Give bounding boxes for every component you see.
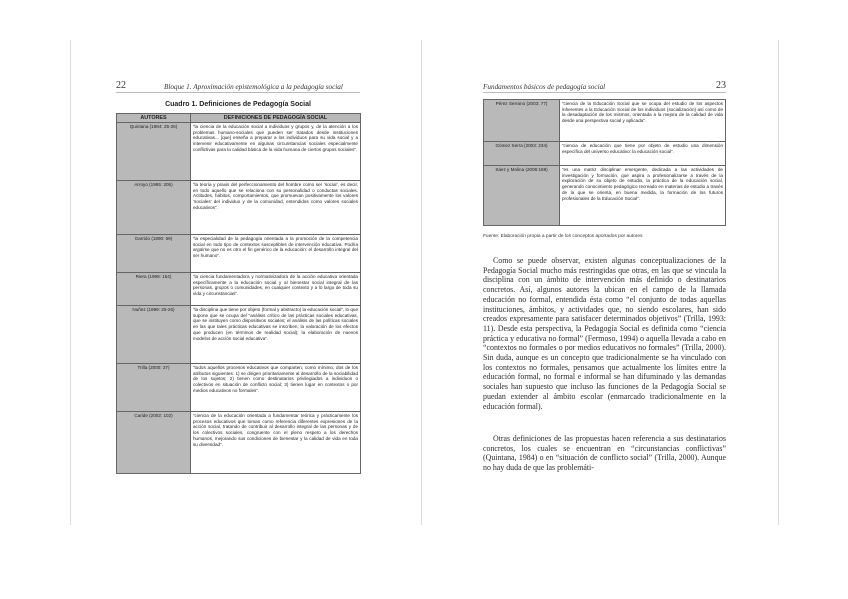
body-paragraph-2: Otras definiciones de las propuestas hacen referencia a sus destinatarios concretos, los cuales se encuentran en “circunstancias conflictivas” (Quintana, 1984) o en “situación de conflicto social” (Trilla, 2000). Aunque no hay duda de que las problemáti- [483,434,726,473]
table-row [117,123,361,181]
definition-cell: “ciencia de la Educación Social que se ocupa del estudio de los aspectos inherentes a la Educación Social de los individuos (socialización) así como de la desadaptación de los mismos, orientada a la mejora de la calidad de vida desde una perspectiva social y aplicada”. [560,100,726,142]
definition-cell: “ciencia de la educación orientada a fundamentar teórica y prácticamente los procesos educativos que toman como referencia diferentes expresiones de la acción social, tratando de contribuir al desarrollo integral de las personas y de los colectivos sociales, congruente con el pleno respeto a los derechos humanos, mejorando sus condiciones de bienestar y la calidad de vida en toda su diversidad”. [191,412,361,474]
table-row [117,364,361,412]
right-page-edge [778,40,779,525]
body-paragraph-1: Como se puede observar, existen algunas conceptualizaciones de la Pedagogía Social mucho más restringidas que otras, en las que se vincula la disciplina con un ámbito de intervención más definido o destinatarios concretos. Así, algunos autores la ubican en el campo de la llamada educación no formal, entendida ésta como “el conjunto de todas aquellas instituciones, ámbitos, y actividades que, no siendo escolares, han sido creados expresamente para satisfacer determinados objetivos” (Trilla, 1993: 11). Desde esta perspectiva, la Pedagogía Social es definida como “ciencia práctica y educativa no formal” (Fermoso, 1994) o aquella llevada a cabo en “contextos no formales o por medios educativos no formales” (Trilla, 2000). Sin duda, aunque es un concepto que tradicionalmente se ha vinculado con los contextos no formales, pensamos que actualmente los límites entre la educación formal, no formal e informal se han difuminado y las demandas sociales han supuesto que incluso las funciones de la Pedagogía Social se puedan extender al ámbito escolar (enmarcado tradicionalmente en la educación formal). [483,256,726,411]
author-cell: Arroyo (1985: 205) [117,181,191,235]
left-page-edge [70,40,71,525]
author-cell: Garrido (1990: 59) [117,235,191,273]
authors-header: AUTORES [117,114,191,123]
book-spine [421,40,422,525]
table-caption: Cuadro 1. Definiciones de Pedagogía Social [165,101,311,108]
definitions-table-continued [483,99,726,226]
definition-cell: “la especialidad de la pedagogía orientada a la promoción de la competencia social en todo tipo de contextos susceptibles de intervención educativa. Podría argüirse que no es otro el fin genérico de la educación: el desarrollo integral del ser humano”. [191,235,361,273]
table-source-note: Fuente: Elaboración propia a partir de los conceptos aportados por autores [483,234,643,239]
author-cell: Pérez Serrano (2003: 77) [484,100,560,142]
author-cell: Gómez Serra (2003: 234) [484,142,560,166]
definition-cell: “ciencia de educación que tiene por objeto de estudio una dimensión específica del universo educativo: la educación social”. [560,142,726,166]
table-row [117,412,361,474]
definition-cell: “la ciencia fundamentadora y normativizadora de la acción educativa orientada específicamente a la educación social y al bienestar social integral de las personas, grupos o comunidades, en cualquier contexto y a lo largo de toda su vida y circunstancias”. [191,273,361,306]
definition-cell: “la teoría y praxis del perfeccionamiento del hombre como ser ‘social’, es decir, en todo aquello que se relaciona con su personalidad o conductas sociales. Actitudes, hábitos, comportamientos, que promuevan positivamente los valores ‘sociales’ del individuo y de la comunidad, entendidos como valores sociales educativos”. [191,181,361,235]
table-row [117,235,361,273]
table-row [117,181,361,235]
author-cell: Riera (1998: 154) [117,273,191,306]
table-row [484,142,726,166]
table-row [117,306,361,364]
table-header-row [117,114,361,123]
right-header-rule [483,92,726,93]
left-page-number: 22 [116,80,126,91]
definitions-header: DEFINICIONES DE PEDAGOGÍA SOCIAL [191,114,361,123]
author-cell: Trilla (2000: 37) [117,364,191,412]
author-cell: Caride (2002: 102) [117,412,191,474]
table-row [484,100,726,142]
definitions-table [116,113,361,474]
definition-cell: “es una matriz disciplinar emergente, dedicada a las actividades de investigación y formación, que aspira a profesionalizarse a través de la exploración de su objeto de estudio, la práctica de la educación social, generando conocimiento pedagógico recreado en materias de estudio a través de la que se orienta, en buena medida, la formación de los futuros profesionales de la Educación Social”. [560,166,726,226]
table-row [484,166,726,226]
author-cell: Quintana (1984: 25-26) [117,123,191,181]
left-header-rule [116,92,360,93]
author-cell: Sáez y Molina (2006:188) [484,166,560,226]
right-running-head: Fundamentos básicos de pedagogía social [483,83,606,91]
right-page-number: 23 [716,80,726,91]
left-running-head: Bloque 1. Aproximación epistemológica a la pedagogía social [164,83,343,91]
table-row [117,273,361,306]
author-cell: Nuñez (1999: 25-26) [117,306,191,364]
definition-cell: “todos aquellos procesos educativos que comparten, como mínimo, dos de los atributos siguientes: 1) se dirigen prioritariamente al desarrollo de la sociabilidad de los sujetos; 2) tienen como destinatarios privilegiados a individuos o colectivos en situación de conflicto social; 3) tienen lugar en contextos o por medios educativos no formales”. [191,364,361,412]
definition-cell: “la ciencia de la educación social a individuos y grupos y, de la atención a los problemas humano-sociales que pueden ser tratados desde instituciones educativas... [que] enseña a preparar a los individuos para su vida social y a intervenir educativamente en algunas circunstancias sociales especialmente conflictivas para la calidad básica de la vida humana de ciertos grupos sociales”. [191,123,361,181]
definition-cell: “la disciplina que tiene por objeto (formal y abstracto) la educación social”, lo que supone que se ocupa del “análisis crítico de las prácticas sociales educativas, que se instituyen como dispositivos sociales; el análisis de las políticas sociales en las que tales prácticas educativas se inscriben; la valoración de los efectos que producen (en términos de realidad social); la elaboración de nuevos modelos de acción social educativa”. [191,306,361,364]
